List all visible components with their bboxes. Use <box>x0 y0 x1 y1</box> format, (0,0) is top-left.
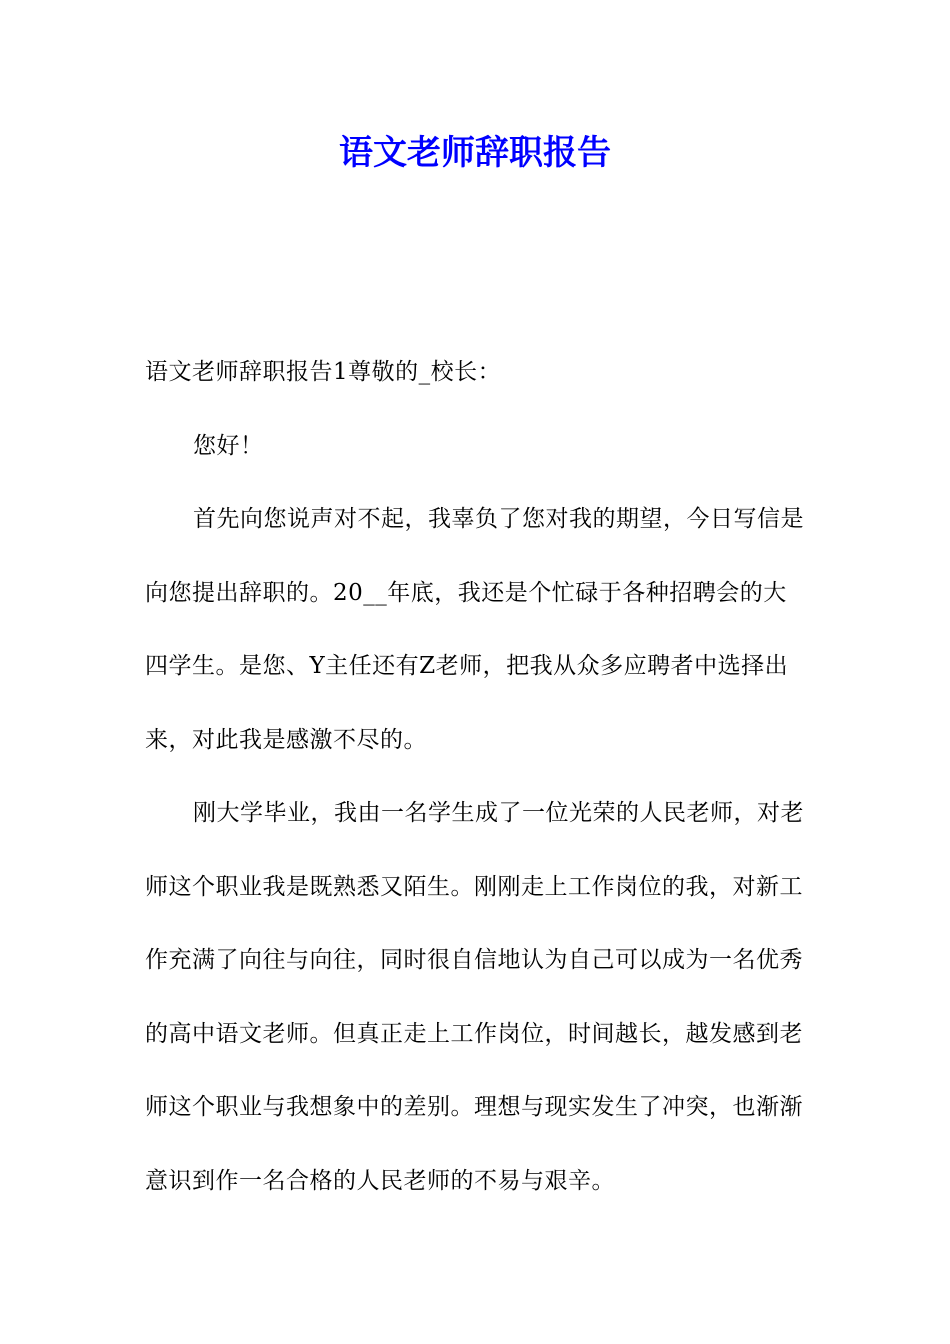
document-body <box>145 336 810 1218</box>
body-paragraph-2: 刚大学毕业，我由一名学生成了一位光荣的人民老师，对老师这个职业我是既熟悉又陌生。刚刚走上工作岗位的我，对新工作充满了向往与向往，同时很自信地认为自己可以成为一名优秀的高中语文老师。但真正走上工作岗位，时间越长，越发感到老师这个职业与我想象中的差别。理想与现实发生了冲突，也渐渐意识到作一名合格的人民老师的不易与艰辛。 <box>145 800 804 1194</box>
body-paragraph-1: 首先向您说声对不起，我辜负了您对我的期望，今日写信是向您提出辞职的。20__年底，我还是个忙碌于各种招聘会的大四学生。是您、Y主任还有Z老师，把我从众多应聘者中选择出来，对此我是感激不尽的。 <box>145 506 804 753</box>
document-title: 语文老师辞职报告 <box>339 133 611 173</box>
greeting-paragraph: 您好！ <box>193 432 264 459</box>
heading-line: 语文老师辞职报告1尊敬的_校长： <box>145 359 502 385</box>
